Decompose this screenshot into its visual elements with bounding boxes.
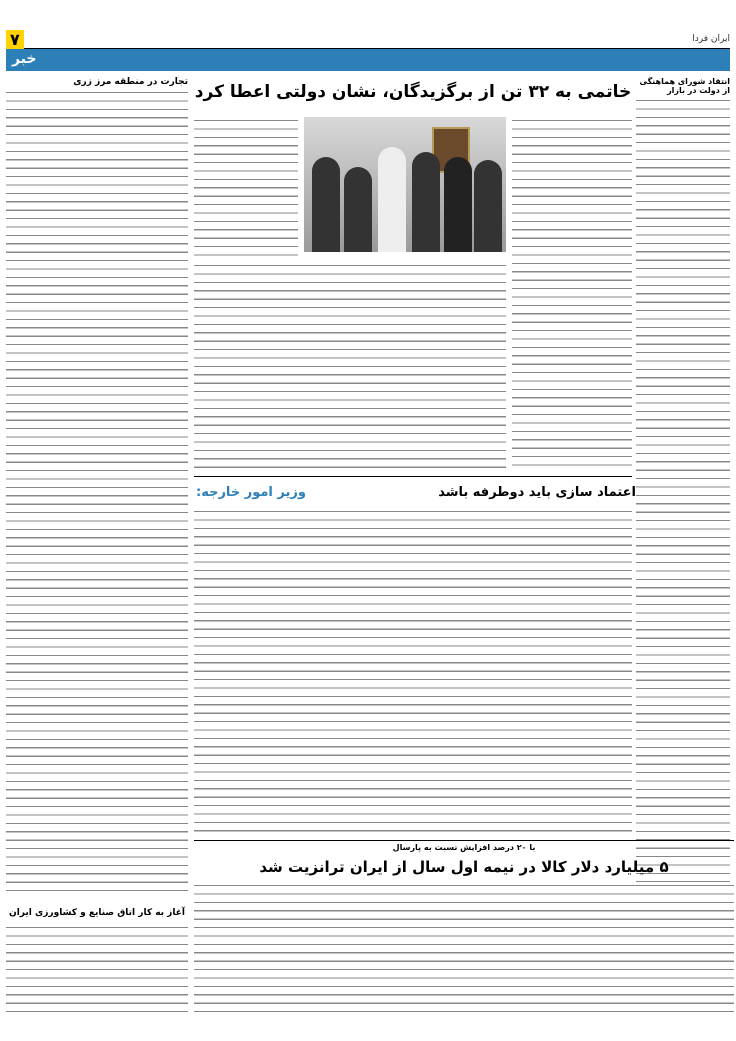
right-column-headline: انتقاد شورای هماهنگی از دولت در بازار [639,77,730,95]
left-column-bottom-headline: آغاز به کار اتاق صنایع و کشاورزی ایران [9,908,185,918]
bottom-story-body [194,882,734,1012]
main-headline: خاتمی به ۳۲ تن از برگزیدگان، نشان دولتی اعطا کرد [194,82,632,102]
bottom-story-kicker: با ۲۰ درصد افزایش نسبت به پارسال [392,843,536,852]
left-column-body [6,89,188,894]
left-column-headline: تجارت در منطقه مرز زری [73,77,188,87]
left-column-bottom-body [6,924,188,1012]
main-story-body-bottom [194,262,506,472]
page-number: ۷ [6,30,24,49]
section-title: خبر [12,51,37,67]
main-story [194,77,632,107]
second-story-kicker: وزیر امور خارجه: [196,484,306,500]
left-column [6,77,188,1012]
top-bar [6,30,730,49]
main-story-list-left [194,117,298,257]
main-story-body-right [512,117,632,473]
second-story-body [194,508,632,836]
second-story-header [196,480,636,504]
second-story-headline: اعتماد سازی باید دوطرفه باشد [438,484,636,500]
section-banner [6,49,730,71]
bottom-story-headline: ۵ میلیارد دلار کالا در نیمه اول سال از ایران ترانزیت شد [259,858,669,876]
ceremony-photo [304,117,506,252]
masthead: ایران فردا [692,34,730,44]
